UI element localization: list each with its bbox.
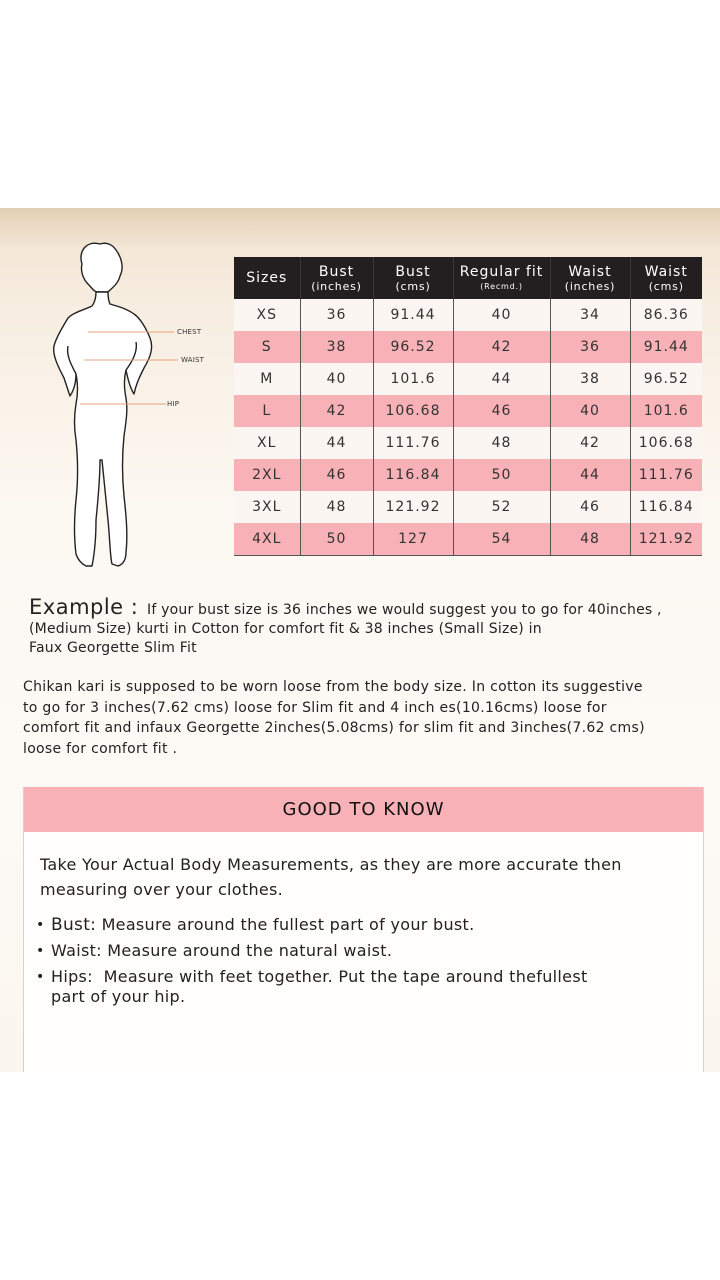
- table-row: [234, 427, 702, 459]
- fit-note-line-1: Chikan kari is supposed to be worn loose from the body size. In cotton its suggestive: [23, 679, 643, 695]
- table-cell: 44: [300, 427, 373, 459]
- table-cell: 50: [300, 523, 373, 556]
- list-item-hips: [36, 967, 676, 1007]
- table-cell: 91.44: [630, 331, 702, 363]
- table-cell: 46: [453, 395, 550, 427]
- example-line-1: If your bust size is 36 inches we would suggest you to go for 40inches ,: [147, 602, 662, 618]
- table-cell: S: [234, 331, 300, 363]
- table-cell: 36: [550, 331, 630, 363]
- table-cell: 111.76: [373, 427, 453, 459]
- table-cell: 106.68: [373, 395, 453, 427]
- waist-label: WAIST: [181, 356, 205, 364]
- bust-text: Measure around the fullest part of your bust.: [96, 915, 475, 934]
- bullet-icon: •: [36, 943, 45, 959]
- fit-note-line-3: comfort fit and infaux Georgette 2inches(5.08cms) for slim fit and 3inches(7.62 cms): [23, 720, 645, 736]
- waist-text: Measure around the natural waist.: [101, 941, 393, 960]
- table-cell: 96.52: [630, 363, 702, 395]
- hips-text: Measure with feet together. Put the tape around thefullest: [92, 967, 588, 986]
- table-cell: 44: [550, 459, 630, 491]
- table-row: [234, 331, 702, 363]
- bust-term: Bust:: [51, 915, 97, 935]
- table-cell: 40: [453, 299, 550, 331]
- header-regular-fit: Regular fit (Recmd.): [453, 257, 550, 299]
- table-cell: 46: [550, 491, 630, 523]
- waist-term: Waist:: [51, 941, 102, 960]
- header-waist-cms: Waist (cms): [630, 257, 702, 299]
- header-sizes: Sizes: [234, 257, 300, 299]
- table-cell: 91.44: [373, 299, 453, 331]
- table-cell: 42: [300, 395, 373, 427]
- body-silhouette-icon: [40, 238, 220, 573]
- table-cell: 4XL: [234, 523, 300, 556]
- table-cell: L: [234, 395, 300, 427]
- table-cell: 54: [453, 523, 550, 556]
- bullet-icon: •: [36, 969, 45, 985]
- good-to-know-intro: [40, 852, 660, 902]
- table-cell: 48: [550, 523, 630, 556]
- example-line-3: Faux Georgette Slim Fit: [29, 640, 197, 656]
- table-cell: 50: [453, 459, 550, 491]
- table-row: [234, 363, 702, 395]
- hips-text-2: part of your hip.: [51, 987, 186, 1006]
- table-row: [234, 299, 702, 331]
- table-cell: 2XL: [234, 459, 300, 491]
- table-cell: 48: [453, 427, 550, 459]
- chest-label: CHEST: [177, 328, 202, 336]
- table-cell: 40: [300, 363, 373, 395]
- table-cell: M: [234, 363, 300, 395]
- header-bust-cms: Bust (cms): [373, 257, 453, 299]
- list-item-bust: [36, 915, 676, 935]
- size-chart-table: [234, 257, 702, 556]
- table-cell: 101.6: [630, 395, 702, 427]
- table-cell: 127: [373, 523, 453, 556]
- table-cell: XS: [234, 299, 300, 331]
- table-cell: 46: [300, 459, 373, 491]
- size-guide-sheet: [0, 208, 720, 1072]
- hips-term: Hips:: [51, 967, 93, 986]
- example-line-2: (Medium Size) kurti in Cotton for comfort fit & 38 inches (Small Size) in: [29, 621, 542, 637]
- fit-note-line-4: loose for comfort fit .: [23, 740, 178, 757]
- table-cell: 42: [550, 427, 630, 459]
- fit-note-line-2: to go for 3 inches(7.62 cms) loose for Slim fit and 4 inch es(10.16cms) loose for: [23, 699, 607, 716]
- header-bust-inches: Bust (inches): [300, 257, 373, 299]
- table-cell: 96.52: [373, 331, 453, 363]
- table-cell: 38: [300, 331, 373, 363]
- table-cell: 121.92: [630, 523, 702, 556]
- table-cell: XL: [234, 427, 300, 459]
- table-cell: 86.36: [630, 299, 702, 331]
- hip-label: HIP: [167, 400, 180, 408]
- table-cell: 36: [300, 299, 373, 331]
- table-row: [234, 523, 702, 556]
- table-cell: 38: [550, 363, 630, 395]
- example-heading: Example :: [29, 595, 139, 619]
- table-cell: 121.92: [373, 491, 453, 523]
- fit-note: [23, 677, 663, 759]
- intro-line-2: measuring over your clothes.: [40, 880, 284, 899]
- good-to-know-title: GOOD TO KNOW: [24, 787, 703, 832]
- table-cell: 42: [453, 331, 550, 363]
- table-cell: 34: [550, 299, 630, 331]
- table-cell: 116.84: [630, 491, 702, 523]
- table-row: [234, 491, 702, 523]
- intro-line-1: Take Your Actual Body Measurements, as they are more accurate then: [40, 855, 622, 874]
- table-header-row: [234, 257, 702, 299]
- measurement-list: [36, 915, 676, 1013]
- table-row: [234, 459, 702, 491]
- table-cell: 106.68: [630, 427, 702, 459]
- bullet-icon: •: [36, 917, 45, 933]
- table-cell: 3XL: [234, 491, 300, 523]
- example-section: [29, 595, 709, 658]
- table-cell: 52: [453, 491, 550, 523]
- table-row: [234, 395, 702, 427]
- table-cell: 116.84: [373, 459, 453, 491]
- table-cell: 111.76: [630, 459, 702, 491]
- table-cell: 44: [453, 363, 550, 395]
- header-waist-inches: Waist (inches): [550, 257, 630, 299]
- list-item-waist: [36, 941, 676, 961]
- body-figure: [40, 238, 220, 573]
- table-cell: 48: [300, 491, 373, 523]
- table-cell: 40: [550, 395, 630, 427]
- good-to-know-panel: [23, 787, 704, 1072]
- table-cell: 101.6: [373, 363, 453, 395]
